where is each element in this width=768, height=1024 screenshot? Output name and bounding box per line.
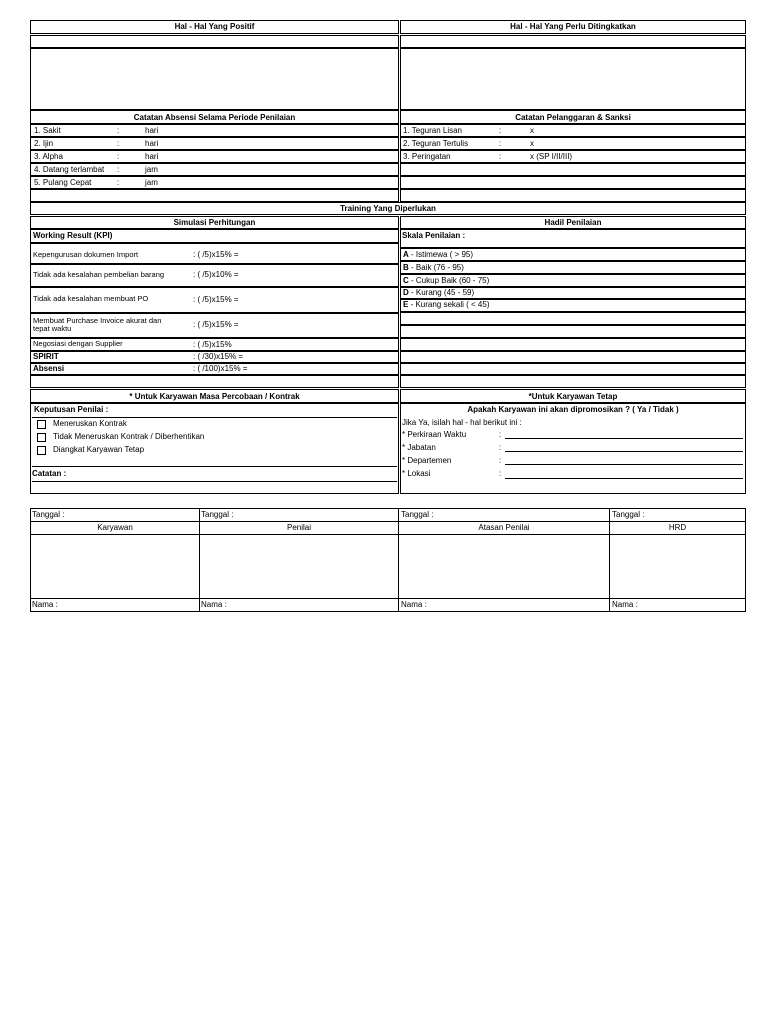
scale-row — [400, 299, 746, 312]
kpi-row — [30, 313, 399, 338]
tetap-header — [400, 389, 746, 403]
signature-name-label: Nama : — [32, 600, 58, 609]
absensi-sep: : — [117, 178, 120, 187]
skala-header: Skala Penilaian : — [402, 231, 466, 240]
absensi-row — [30, 163, 399, 176]
pelanggaran-row — [400, 124, 746, 137]
kpi-row — [30, 363, 399, 375]
kpi-label: SPIRIT — [33, 352, 59, 361]
training-title: Training Yang Diperlukan — [340, 204, 436, 213]
pelanggaran-sep: : — [499, 139, 502, 148]
signature-area[interactable] — [200, 535, 398, 598]
signature-karyawan — [30, 508, 200, 612]
improve-row-1[interactable] — [400, 35, 746, 48]
absensi-sep: : — [117, 152, 120, 161]
absensi-unit: hari — [145, 126, 159, 135]
pelanggaran-label: 2. Teguran Tertulis — [403, 139, 469, 148]
improve-header — [400, 20, 746, 34]
scale-grade: C — [403, 276, 409, 285]
checkbox-meneruskan[interactable] — [37, 420, 46, 429]
absensi-label: 3. Alpha — [34, 152, 63, 161]
pelanggaran-header — [400, 110, 746, 124]
absensi-label: 1. Sakit — [34, 126, 61, 135]
simulasi-header — [30, 216, 399, 229]
hasil-header — [400, 216, 746, 229]
signature-date-label: Tanggal : — [401, 510, 434, 519]
absensi-row — [30, 150, 399, 163]
absensi-row — [30, 137, 399, 150]
scale-grade: E — [403, 300, 409, 309]
tetap-title: *Untuk Karyawan Tetap — [528, 392, 618, 401]
field-jabatan-label: * Jabatan — [402, 443, 436, 452]
promosi-question: Apakah Karyawan ini akan dipromosikan ? ( Ya / Tidak ) — [467, 405, 679, 414]
kpi-label: Negosiasi dengan Supplier — [33, 339, 123, 348]
kpi-formula: : ( /5)x15% = — [193, 320, 239, 329]
field-perkiraan-waktu-line[interactable] — [505, 438, 743, 439]
kpi-row — [30, 351, 399, 363]
signature-role: Penilai — [286, 523, 311, 532]
absensi-row — [30, 124, 399, 137]
pelanggaran-row — [400, 137, 746, 150]
field-sep: : — [499, 443, 502, 452]
scale-desc: - Istimewa ( > 95) — [408, 250, 474, 259]
signature-area[interactable] — [31, 535, 199, 598]
signature-date-label: Tanggal : — [201, 510, 234, 519]
hasil-blank-row[interactable] — [400, 338, 746, 351]
absensi-sep: : — [117, 165, 120, 174]
signature-date-label: Tanggal : — [612, 510, 645, 519]
option-diangkat-label: Diangkat Karyawan Tetap — [53, 445, 145, 454]
pelanggaran-sep: : — [499, 152, 502, 161]
pelanggaran-blank-row[interactable] — [400, 163, 746, 176]
kpi-label: Tidak ada kesalahan membuat PO — [33, 294, 149, 303]
field-lokasi-line[interactable] — [505, 478, 743, 479]
field-jabatan-line[interactable] — [505, 451, 743, 452]
field-departemen-label: * Departemen — [402, 456, 452, 465]
option-tidak-meneruskan-label: Tidak Meneruskan Kontrak / Diberhentikan — [53, 432, 205, 441]
kontrak-header — [30, 389, 399, 403]
absensi-sep: : — [117, 139, 120, 148]
positive-row-1[interactable] — [30, 35, 399, 48]
signature-date-label: Tanggal : — [32, 510, 65, 519]
scale-grade: A — [403, 250, 409, 259]
pelanggaran-value: x — [530, 126, 534, 135]
signature-role: Karyawan — [97, 523, 133, 532]
promosi-intro: Jika Ya, isilah hal - hal berikut ini : — [402, 418, 522, 427]
simulasi-title: Simulasi Perhitungan — [173, 218, 256, 227]
scale-row — [400, 274, 746, 287]
improve-area[interactable] — [400, 48, 746, 110]
kpi-formula: : ( /5)x10% = — [193, 270, 239, 279]
pelanggaran-sep: : — [499, 126, 502, 135]
hasil-blank-row[interactable] — [400, 351, 746, 363]
signature-area[interactable] — [610, 535, 745, 598]
absensi-blank-row[interactable] — [30, 189, 399, 202]
hasil-blank-row[interactable] — [400, 325, 746, 338]
absensi-label: 5. Pulang Cepat — [34, 178, 92, 187]
field-lokasi-label: * Lokasi — [402, 469, 431, 478]
positive-header — [30, 20, 399, 34]
hasil-blank-row[interactable] — [400, 375, 746, 388]
field-perkiraan-waktu-label: * Perkiraan Waktu — [402, 430, 467, 439]
pelanggaran-value: x (SP I/II/III) — [530, 152, 573, 161]
absensi-unit: hari — [145, 152, 159, 161]
kpi-formula: : ( /5)x15% — [193, 340, 232, 349]
absensi-row — [30, 176, 399, 189]
hasil-blank-row[interactable] — [400, 363, 746, 375]
positive-area[interactable] — [30, 48, 399, 110]
kpi-row — [30, 243, 399, 264]
field-sep: : — [499, 469, 502, 478]
scale-grade: D — [403, 288, 409, 297]
signature-atasan-penilai — [398, 508, 610, 612]
absensi-header — [30, 110, 399, 124]
kpi-header: Working Result (KPI) — [33, 231, 113, 240]
pelanggaran-blank-row[interactable] — [400, 176, 746, 189]
kpi-label: Absensi — [33, 364, 65, 373]
pelanggaran-title: Catatan Pelanggaran & Sanksi — [515, 113, 631, 122]
kontrak-title: * Untuk Karyawan Masa Percobaan / Kontrak — [129, 392, 300, 401]
pelanggaran-blank-row[interactable] — [400, 189, 746, 202]
signature-role: Atasan Penilai — [478, 523, 530, 532]
kpi-row — [30, 287, 399, 313]
keputusan-label: Keputusan Penilai : — [34, 405, 109, 414]
kpi-row — [30, 338, 399, 351]
kpi-formula: : ( /5)x15% = — [193, 250, 239, 259]
skala-header-row — [400, 229, 746, 248]
signature-hrd — [609, 508, 746, 612]
kpi-label: Membuat Purchase Invoice akurat dan — [33, 316, 162, 325]
absensi-unit: hari — [145, 139, 159, 148]
kpi-formula: : ( /30)x15% = — [193, 352, 244, 361]
kontrak-body — [30, 403, 399, 494]
hasil-blank-row[interactable] — [400, 312, 746, 325]
checkbox-diangkat[interactable] — [37, 446, 46, 455]
kpi-blank-row[interactable] — [30, 375, 399, 388]
signature-name-label: Nama : — [201, 600, 227, 609]
absensi-unit: jam — [145, 165, 158, 174]
absensi-unit: jam — [145, 178, 158, 187]
kpi-label-continued: tepat waktu — [33, 324, 72, 333]
improve-title: Hal - Hal Yang Perlu Ditingkatkan — [510, 22, 636, 31]
scale-row — [400, 248, 746, 261]
field-sep: : — [499, 430, 502, 439]
scale-desc: - Kurang sekali ( < 45) — [408, 300, 490, 309]
kpi-formula: : ( /5)x15% = — [193, 295, 239, 304]
positive-title: Hal - Hal Yang Positif — [174, 22, 255, 31]
field-sep: : — [499, 456, 502, 465]
pelanggaran-label: 1. Teguran Lisan — [403, 126, 463, 135]
scale-desc: - Cukup Baik (60 - 75) — [408, 276, 490, 285]
kpi-header-row — [30, 229, 399, 243]
catatan-label: Catatan : — [32, 469, 67, 478]
tetap-body — [400, 403, 746, 494]
absensi-label: 2. Ijin — [34, 139, 54, 148]
signature-role: HRD — [668, 523, 687, 532]
pelanggaran-label: 3. Peringatan — [403, 152, 451, 161]
signature-name-label: Nama : — [401, 600, 427, 609]
absensi-title: Catatan Absensi Selama Periode Penilaian — [133, 113, 296, 122]
kpi-formula: : ( /100)x15% = — [193, 364, 248, 373]
checkbox-tidak-meneruskan[interactable] — [37, 433, 46, 442]
signature-name-label: Nama : — [612, 600, 638, 609]
absensi-sep: : — [117, 126, 120, 135]
scale-desc: - Kurang (45 - 59) — [408, 288, 475, 297]
kpi-label: Tidak ada kesalahan pembelian barang — [33, 270, 165, 279]
signature-area[interactable] — [399, 535, 609, 598]
option-meneruskan-label: Meneruskan Kontrak — [53, 419, 127, 428]
pelanggaran-row — [400, 150, 746, 163]
pelanggaran-value: x — [530, 139, 534, 148]
scale-row — [400, 287, 746, 299]
kpi-label: Kepengurusan dokumen Import — [33, 250, 139, 259]
scale-grade: B — [403, 263, 409, 272]
absensi-label: 4. Datang terlambat — [34, 165, 105, 174]
scale-row — [400, 261, 746, 274]
scale-desc: - Baik (76 - 95) — [408, 263, 464, 272]
hasil-title: Hadil Penilaian — [544, 218, 602, 227]
kpi-row — [30, 264, 399, 287]
field-departemen-line[interactable] — [505, 464, 743, 465]
training-header — [30, 202, 746, 215]
signature-penilai — [199, 508, 399, 612]
